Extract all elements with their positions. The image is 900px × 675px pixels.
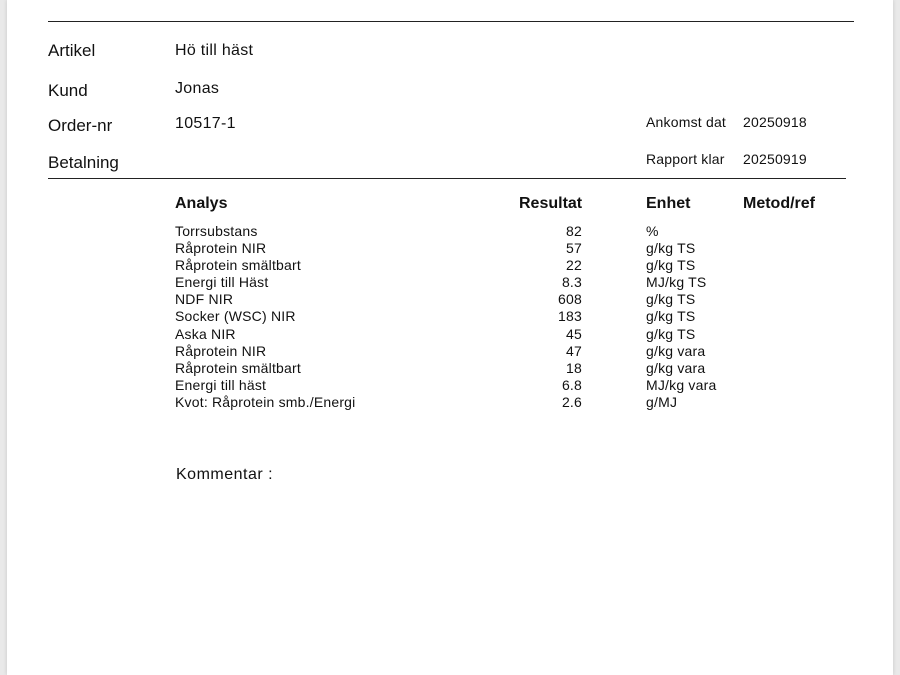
unit-value: g/kg TS (646, 291, 696, 308)
table-row (175, 291, 735, 308)
analysis-name: Torrsubstans (175, 223, 258, 239)
unit-value: g/kg TS (646, 308, 696, 325)
order-value: 10517-1 (175, 115, 236, 132)
kund-label: Kund (48, 81, 88, 100)
analysis-name: Kvot: Råprotein smb./Energi (175, 393, 356, 410)
result-value: 57 (566, 240, 582, 257)
unit-value: g/MJ (646, 393, 678, 410)
kund-value: Jonas (175, 80, 220, 97)
unit-value: MJ/kg TS (646, 274, 707, 291)
unit-value: g/kg vara (646, 359, 706, 376)
artikel-value: Hö till häst (175, 42, 254, 59)
result-value: 183 (558, 308, 582, 325)
report-page (7, 0, 893, 675)
analysis-name: Socker (WSC) NIR (175, 308, 296, 325)
analysis-name: Aska NIR (175, 325, 236, 342)
results-table (175, 223, 735, 411)
betalning-label: Betalning (48, 153, 119, 172)
unit-value: g/kg TS (646, 325, 696, 342)
col-header-metod: Metod/ref (743, 195, 815, 212)
artikel-label: Artikel (48, 41, 96, 60)
result-value: 18 (566, 359, 582, 376)
result-value: 47 (566, 342, 582, 359)
comment-label: Kommentar : (176, 466, 274, 483)
result-value: 82 (566, 223, 582, 239)
analysis-name: Råprotein NIR (175, 240, 267, 257)
table-row (175, 274, 735, 291)
result-value: 608 (558, 291, 582, 308)
ankomst-label: Ankomst dat (646, 114, 727, 130)
table-row (175, 326, 735, 343)
result-value: 45 (566, 325, 582, 342)
table-row (175, 343, 735, 360)
result-value: 2.6 (561, 393, 582, 410)
table-row (175, 394, 735, 411)
col-header-enhet: Enhet (646, 195, 691, 212)
analysis-name: Råprotein smältbart (175, 257, 301, 274)
order-label: Order-nr (48, 116, 113, 135)
top-divider (48, 21, 854, 22)
analysis-name: Råprotein smältbart (175, 359, 301, 376)
unit-value: g/kg TS (646, 257, 696, 274)
col-header-analys: Analys (175, 195, 228, 212)
table-row (175, 377, 735, 394)
rapport-value: 20250919 (743, 151, 807, 167)
table-row (175, 257, 735, 274)
analysis-name: Energi till häst (175, 376, 267, 393)
analysis-name: Råprotein NIR (175, 342, 267, 359)
result-value: 8.3 (561, 274, 582, 291)
analysis-name: NDF NIR (175, 291, 234, 308)
table-row (175, 240, 735, 257)
ankomst-value: 20250918 (743, 114, 807, 130)
unit-value: % (646, 223, 659, 239)
table-row (175, 360, 735, 377)
unit-value: MJ/kg vara (646, 376, 717, 393)
table-row (175, 223, 735, 240)
unit-value: g/kg vara (646, 342, 706, 359)
table-row (175, 308, 735, 325)
analysis-name: Energi till Häst (175, 274, 269, 291)
result-value: 6.8 (561, 376, 582, 393)
unit-value: g/kg TS (646, 240, 696, 257)
result-value: 22 (566, 257, 582, 274)
col-header-resultat: Resultat (519, 195, 583, 212)
rapport-label: Rapport klar (646, 151, 725, 167)
header-divider (48, 178, 846, 179)
